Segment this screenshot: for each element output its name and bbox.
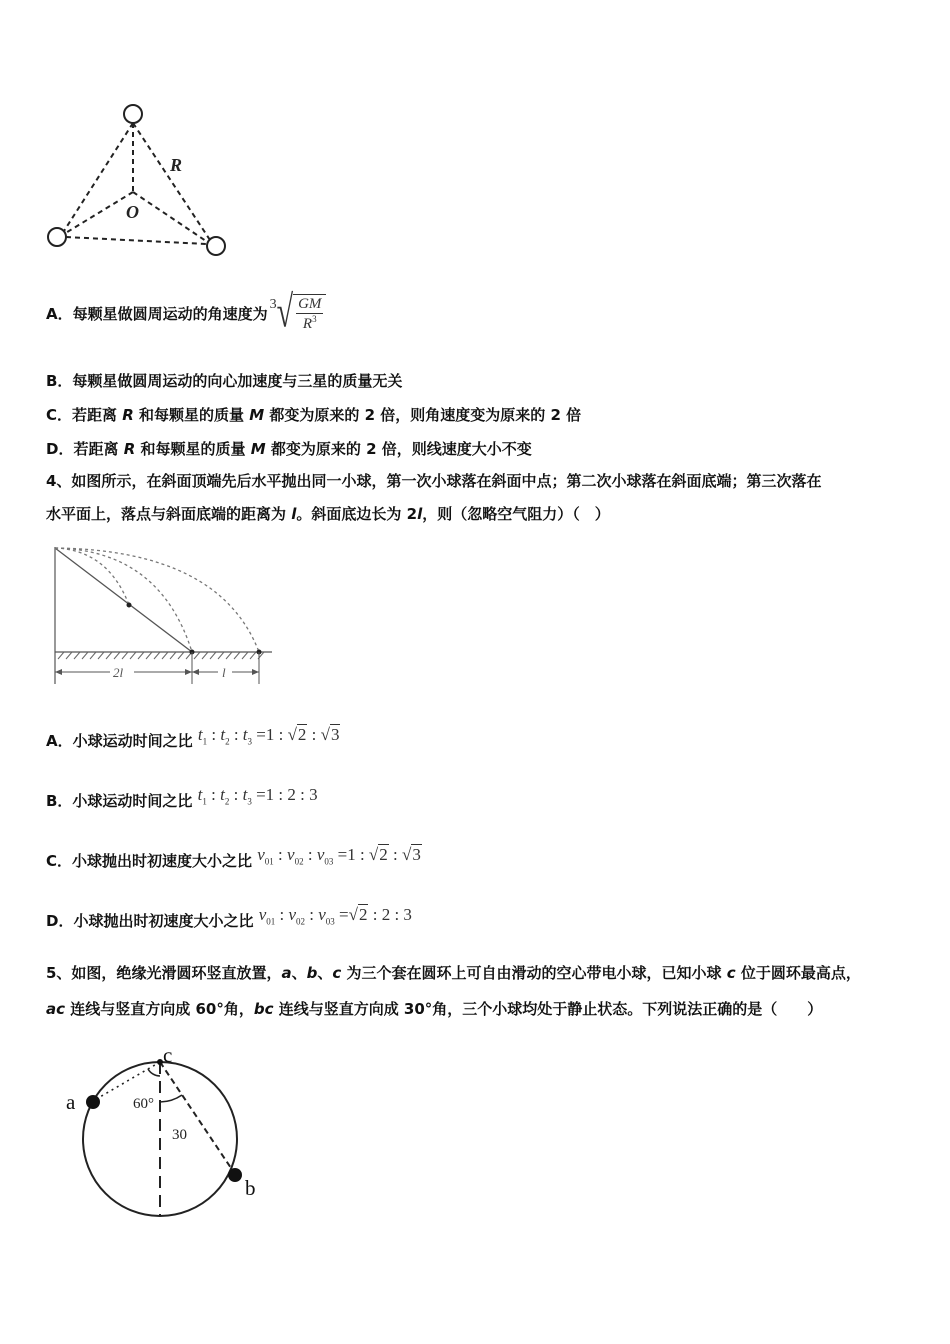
label-b: b xyxy=(245,1176,256,1200)
label-2l: 2l xyxy=(113,665,124,680)
three-star-figure xyxy=(40,95,240,265)
q3-option-d: D．若距离 R 和每颗星的质量 M 都变为原来的 2 倍，则线速度大小不变 xyxy=(46,440,532,458)
q5-stem: 5、如图，绝缘光滑圆环竖直放置，a、b、c 为三个套在圆环上可自由滑动的空心带电小球，已知小球 c 位于圆环最高点， ac 连线与竖直方向成 60°角，bc 连线与竖直方向成 30°角，三个小球均处于静止状态。下列说法正确的是（ ） xyxy=(46,964,861,1018)
star-top xyxy=(124,105,142,123)
star-left xyxy=(48,228,66,246)
label-c: c xyxy=(163,1043,173,1067)
q3-option-c: C．若距离 R 和每颗星的质量 M 都变为原来的 2 倍，则角速度变为原来的 2 倍 xyxy=(46,406,582,424)
label-l: l xyxy=(222,665,226,680)
label-a: a xyxy=(66,1090,76,1114)
angle-60: 60° xyxy=(133,1096,154,1112)
label-O: O xyxy=(126,202,139,222)
bead-a xyxy=(86,1095,100,1109)
q4-option-b: B．小球运动时间之比 $t_1$ : $t_2$ : $t_3 =1$ : 2 : 3 xyxy=(46,785,318,810)
label-R: R xyxy=(170,155,183,175)
charged-ring-figure xyxy=(60,1040,280,1230)
q4-stem: 4、如图所示，在斜面顶端先后水平抛出同一小球，第一次小球落在斜面中点；第二次小球落在斜面底端；第三次落在 水平面上，落点与斜面底端的距离为 l。斜面底边长为 2l，则（忽略空气阻力）（ ） xyxy=(46,472,822,523)
formula-angular-velocity: 3 √ GM $R^3$ xyxy=(270,294,327,333)
q4-option-c: C．小球抛出时初速度大小之比 $v_{01}$ : $v_{02}$ : $v_{03} =1$ : √2 : √3 xyxy=(46,845,421,870)
bead-b xyxy=(228,1168,242,1182)
q3-option-a: A．每颗星做圆周运动的角速度为 3 √ GM $R^3$ xyxy=(46,288,326,338)
q3-option-b: B．每颗星做圆周运动的向心加速度与三星的质量无关 xyxy=(46,372,403,390)
q4-option-d: D．小球抛出时初速度大小之比 $v_{01}$ : $v_{02}$ : $v_{03} =√2$ : 2 : 3 xyxy=(46,905,412,930)
star-right xyxy=(207,237,225,255)
q4-option-a: A．小球运动时间之比 $t_1$ : $t_2$ : $t_3 =1$ : √2 : √3 xyxy=(46,725,340,750)
incline-projectile-figure xyxy=(50,542,280,690)
angle-30: 30 xyxy=(172,1127,187,1143)
